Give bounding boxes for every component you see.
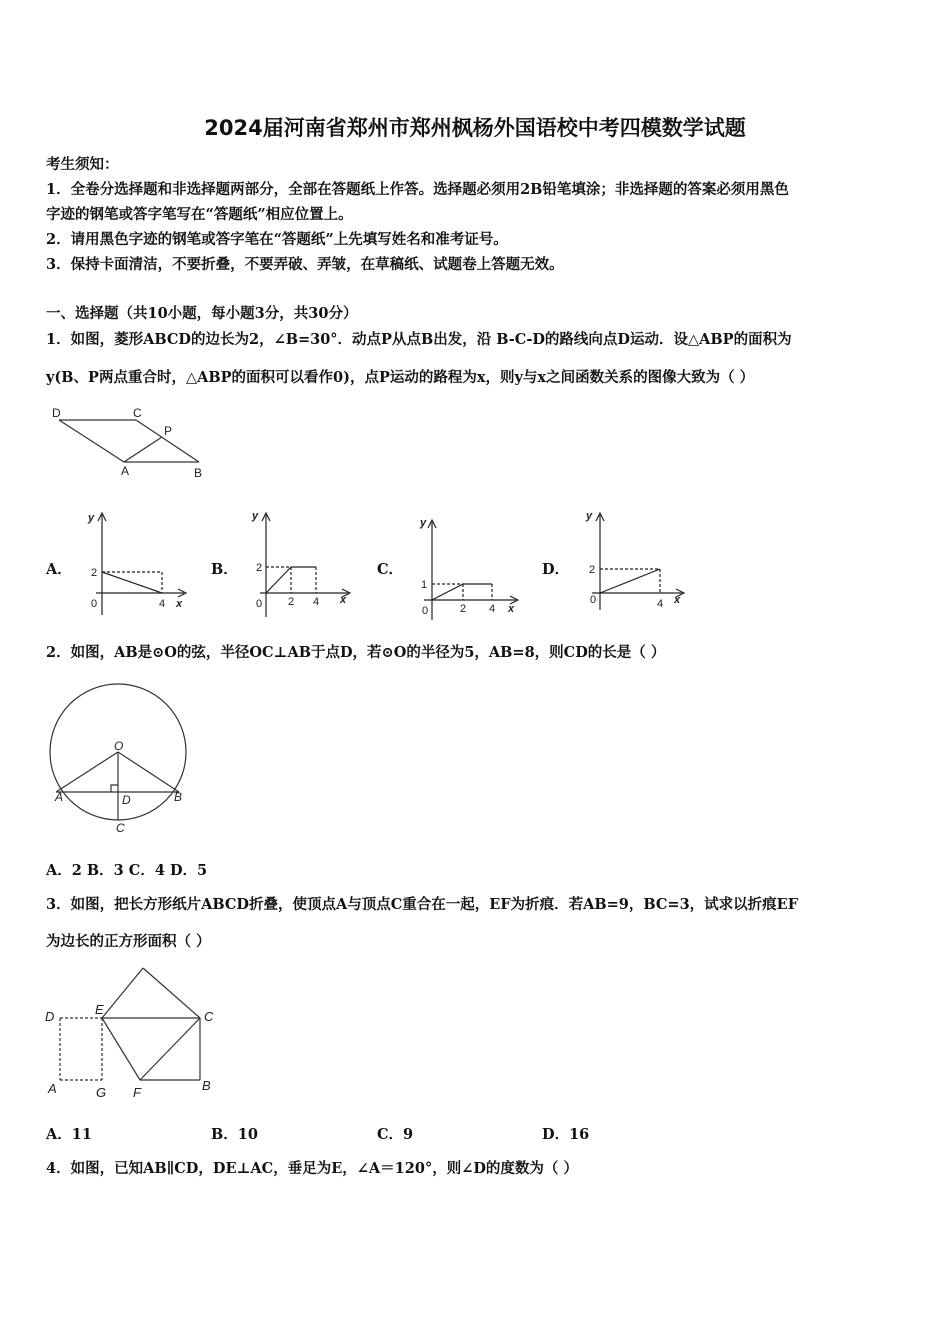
q1d-v2: 2 bbox=[589, 564, 596, 576]
q1b-x: x bbox=[340, 594, 347, 606]
q3-option-b[interactable]: B．10 bbox=[211, 1126, 258, 1143]
q1-option-d-graph[interactable] bbox=[580, 505, 690, 615]
q1-rhombus-figure bbox=[44, 400, 224, 485]
q1-label-A: A bbox=[121, 464, 130, 478]
q1d-y: y bbox=[586, 510, 593, 522]
q1-label-D: D bbox=[52, 406, 61, 420]
section-heading: 一、选择题（共10小题，每小题3分，共30分） bbox=[46, 305, 358, 322]
q1-option-c-graph[interactable] bbox=[412, 512, 527, 622]
q1c-v4: 4 bbox=[489, 603, 496, 615]
q1c-v1: 1 bbox=[421, 579, 428, 591]
q3-text-line2: 为边长的正方形面积（ ） bbox=[46, 933, 211, 950]
q2-label-B: B bbox=[174, 790, 183, 804]
q1c-h2: 2 bbox=[460, 603, 467, 615]
notice-item-3: 3．保持卡面清洁，不要折叠，不要弄破、弄皱，在草稿纸、试题卷上答题无效。 bbox=[46, 256, 564, 273]
q1a-o: 0 bbox=[91, 598, 98, 610]
q1d-o: 0 bbox=[590, 594, 597, 606]
q3-label-A: A bbox=[48, 1081, 57, 1096]
q1b-y: y bbox=[252, 510, 259, 522]
q1-label-P: P bbox=[164, 424, 173, 438]
q1c-y: y bbox=[420, 517, 427, 529]
q3-label-G: G bbox=[96, 1085, 107, 1100]
q3-label-E: E bbox=[95, 1002, 104, 1017]
q1d-x: x bbox=[674, 594, 681, 606]
q3-fold-figure bbox=[40, 960, 230, 1105]
q1a-v4: 4 bbox=[159, 598, 166, 610]
q1-option-b-graph[interactable] bbox=[246, 505, 356, 620]
q1c-x: x bbox=[508, 603, 515, 615]
q1-option-c-label: C． bbox=[377, 561, 404, 578]
q1-option-a-label: A． bbox=[46, 561, 72, 578]
q1-text-line1: 1．如图，菱形ABCD的边长为2，∠B=30°．动点P从点B出发，沿 B-C-D的路线向点D运动．设△ABP的面积为 bbox=[46, 331, 792, 348]
q3-label-C: C bbox=[204, 1009, 214, 1024]
q2-text: 2．如图，AB是⊙O的弦，半径OC⊥AB于点D，若⊙O的半径为5，AB=8，则CD的长是（ ） bbox=[46, 644, 666, 661]
q3-option-c[interactable]: C．9 bbox=[377, 1126, 414, 1143]
q3-text-line1: 3．如图，把长方形纸片ABCD折叠，使顶点A与顶点C重合在一起，EF为折痕．若AB=9，BC=3，试求以折痕EF bbox=[46, 896, 799, 913]
q1-label-B: B bbox=[194, 466, 203, 480]
q1b-o: 0 bbox=[256, 598, 263, 610]
q1-option-a-graph[interactable] bbox=[82, 505, 192, 620]
q3-label-D: D bbox=[45, 1009, 55, 1024]
q2-label-D: D bbox=[122, 793, 131, 807]
q2-circle-figure bbox=[48, 682, 193, 837]
q3-option-a[interactable]: A．11 bbox=[46, 1126, 92, 1143]
q1-option-b-label: B． bbox=[211, 561, 238, 578]
q2-answer-options[interactable]: A．2 B．3 C．4 D．5 bbox=[46, 862, 208, 879]
q2-label-O: O bbox=[114, 739, 124, 753]
q1-label-C: C bbox=[133, 406, 142, 420]
q1a-v2: 2 bbox=[91, 567, 98, 579]
q2-label-C: C bbox=[116, 821, 125, 835]
q4-text: 4．如图，已知AB∥CD，DE⊥AC，垂足为E，∠A＝120°，则∠D的度数为（ ） bbox=[46, 1160, 578, 1177]
notice-item-1: 1．全卷分选择题和非选择题两部分，全部在答题纸上作答。选择题必须用2B铅笔填涂；非选择题的答案必须用黑色 bbox=[46, 181, 789, 198]
notice-item-1-cont: 字迹的钢笔或答字笔写在“答题纸”相应位置上。 bbox=[46, 206, 353, 223]
q1-option-d-label: D． bbox=[542, 561, 570, 578]
page-title: 2024届河南省郑州市郑州枫杨外国语校中考四模数学试题 bbox=[204, 116, 746, 140]
q1a-x: x bbox=[176, 598, 183, 610]
q1b-v2: 2 bbox=[256, 562, 263, 574]
notice-item-2: 2．请用黑色字迹的钢笔或答字笔在“答题纸”上先填写姓名和准考证号。 bbox=[46, 231, 508, 248]
q1c-o: 0 bbox=[422, 605, 429, 617]
q3-option-d[interactable]: D．16 bbox=[542, 1126, 590, 1143]
q3-label-B: B bbox=[202, 1078, 211, 1093]
q2-label-A: A bbox=[55, 790, 64, 804]
notice-heading: 考生须知： bbox=[46, 156, 119, 173]
q1-text-line2: y(B、P两点重合时，△ABP的面积可以看作0)，点P运动的路程为x，则y与x之间函数关系的图像大致为（ ） bbox=[46, 369, 755, 386]
q1d-v4: 4 bbox=[657, 598, 664, 610]
q3-label-F: F bbox=[133, 1085, 141, 1100]
q1b-h2: 2 bbox=[288, 596, 295, 608]
q1a-y: y bbox=[88, 512, 95, 524]
q1b-v4: 4 bbox=[313, 596, 320, 608]
